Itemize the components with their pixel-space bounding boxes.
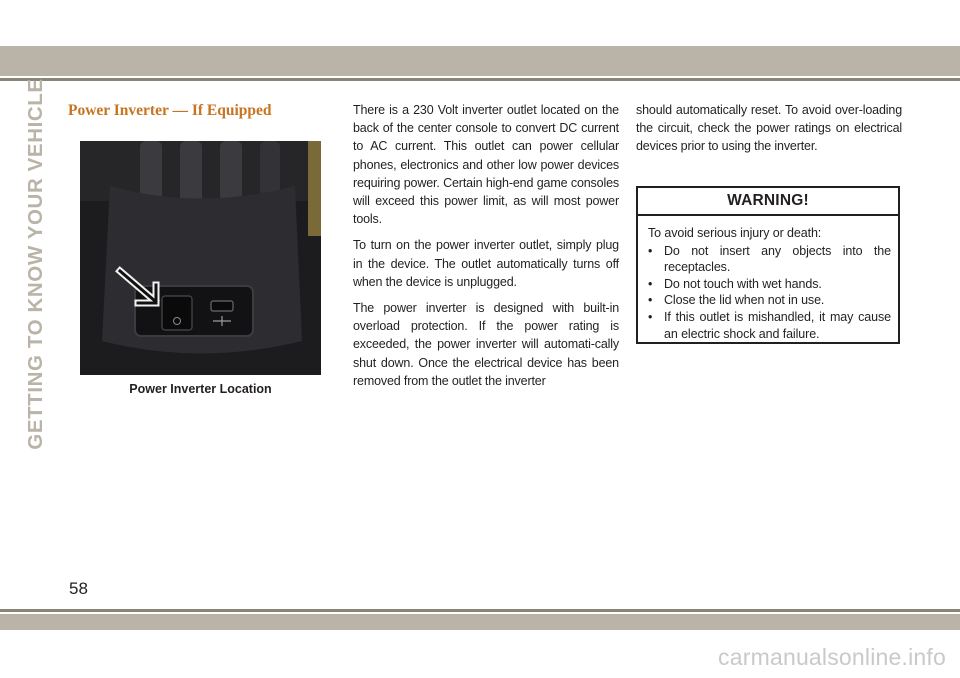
bullet: •: [648, 243, 653, 258]
warning-item: [648, 309, 891, 342]
side-section-tab: [24, 78, 48, 450]
photo-caption: Power Inverter Location: [129, 382, 272, 396]
warning-item: [648, 276, 891, 293]
page-number: 58: [69, 579, 88, 598]
footer-rule: [0, 609, 960, 612]
body-column-right: [636, 101, 902, 164]
body-column-middle: [353, 101, 619, 398]
watermark-link[interactable]: carmanualsonline.info: [718, 644, 946, 670]
header-rule: [0, 78, 960, 81]
bullet: •: [648, 276, 653, 291]
bullet: •: [648, 309, 653, 324]
warning-intro: To avoid serious injury or death:: [648, 226, 822, 240]
paragraph: To turn on the power inverter outlet, simply plug in the device. The outlet automatically turns off when the device is unplugged.: [353, 238, 619, 289]
section-title: Power Inverter — If Equipped: [68, 102, 272, 119]
paragraph: should automatically reset. To avoid over-loading the circuit, check the power ratings on electrical devices prior to using the inverter.: [636, 103, 902, 154]
warning-title: WARNING!: [638, 188, 898, 216]
warning-body: [638, 216, 898, 342]
bullet: •: [648, 293, 653, 308]
warning-item-text: If this outlet is mishandled, it may cause an electric shock and failure.: [664, 309, 891, 341]
header-band: [0, 46, 960, 76]
warning-item-text: Do not touch with wet hands.: [664, 276, 822, 291]
footer-band: [0, 614, 960, 630]
warning-item-text: Do not insert any objects into the receptacles.: [664, 243, 891, 275]
warning-item: [648, 292, 891, 309]
paragraph: There is a 230 Volt inverter outlet located on the back of the center console to convert DC current to AC current. This outlet can power cellular phones, electronics and other low power devices requiring power. Certain high-end game consoles will exceed this power limit, as will most power tools.: [353, 103, 619, 227]
warning-box: [636, 186, 900, 344]
side-section-label: GETTING TO KNOW YOUR VEHICLE: [24, 78, 47, 450]
power-inverter-photo: [80, 141, 321, 375]
warning-list: [648, 243, 891, 343]
paragraph: The power inverter is designed with built-in overload protection. If the power rating is exceeded, the power inverter will automati-cally shut down. Once the electrical device has been removed from the outlet the inverter: [353, 301, 619, 388]
warning-item: [648, 243, 891, 276]
warning-item-text: Close the lid when not in use.: [664, 293, 825, 308]
